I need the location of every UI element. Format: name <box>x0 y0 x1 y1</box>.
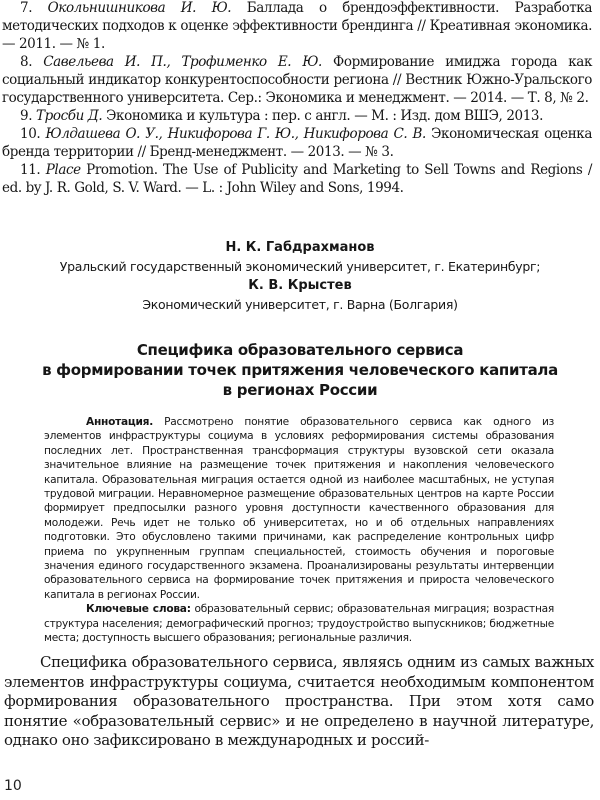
abstract-label: Аннотация. <box>86 416 154 428</box>
reference-author: Окольнишникова И. Ю. <box>47 0 232 16</box>
reference-item <box>0 125 600 161</box>
reference-text: Экономика и культура : пер. с англ. — М. : Изд. дом ВШЭ, 2013. <box>102 108 543 124</box>
body-text <box>4 653 594 751</box>
reference-text: Баллада о брендоэффективности. Разработка методических подходов к оценке эффективности брендинга // Креативная экономика. — 2011. — № 1. <box>2 0 592 52</box>
reference-author: Савельева И. П., Трофименко Е. Ю. <box>43 54 322 70</box>
reference-author: Place <box>45 162 81 178</box>
abstract-text: Рассмотрено понятие образовательного сервиса как одного из элементов инфраструктуры социума в условиях реформирования системы образования последних лет. Пространственная трансформация структуры вузовской сети оказала значительное влияние на размещение точек притяжения и накопления человеческого капитала. Образовательная миграция остается одной из наиболее масштабных, не уступая трудовой миграции. Неравномерное размещение образовательных центров на карте России формирует предпосылки разного уровня доступности качественного образования для молодежи. Речь идет не только об университетах, но и об отдельных направлениях подготовки. Это обусловлено такими причинами, как распределение контрольных цифр приема по укрупненным группам специальностей, стоимость обучения и пороговые значения единого государственного экзамена. Проанализированы результаты интервенции образовательного сервиса на формирование точек притяжения и прироста человеческого капитала в регионах России. <box>44 416 554 601</box>
reference-author: Тросби Д. <box>36 108 103 124</box>
body-paragraph: Специфика образовательного сервиса, являясь одним из самых важных элементов инфраструктуры социума, считается необходимым компонентом формирования образовательного пространства. При этом хотя само понятие «образовательный сервис» и не определено в научной литературе, однако оно зафиксировано в международных и россий- <box>4 653 594 749</box>
keywords-paragraph <box>44 602 554 645</box>
keywords-text: образовательный сервис; образовательная миграция; возрастная структура населения; демографический прогноз; трудоустройство выпускников; бюджетные места; доступность высшего образования; региональные различия. <box>44 603 554 645</box>
reference-text: Экономическая оценка бренда территории // Бренд-менеджмент. — 2013. — № 3. <box>2 126 592 160</box>
author-name: К. В. Крыстев <box>248 278 352 293</box>
reference-text: Формирование имиджа города как социальный индикатор конкурентоспособности региона // Вестник Южно-Уральского государственного университета. Сер.: Экономика и менеджмент. — 2014. — Т. 8, № 2. <box>2 54 592 106</box>
author-name: Н. К. Габдрахманов <box>225 240 375 255</box>
author-affiliation: Экономический университет, г. Варна (Болгария) <box>142 297 458 312</box>
title-line: в регионах России <box>222 381 378 399</box>
reference-item <box>0 107 600 125</box>
reference-author: Юлдашева О. У., Никифорова Г. Ю., Никифорова С. В. <box>45 126 426 142</box>
author-block <box>0 238 600 314</box>
reference-list <box>0 0 600 197</box>
author-affiliation: Уральский государственный экономический университет, г. Екатеринбург; <box>59 259 541 274</box>
title-line: в формировании точек притяжения человеческого капитала <box>42 361 558 379</box>
abstract-paragraph <box>44 415 554 602</box>
reference-item <box>0 0 600 53</box>
page-number: 10 <box>4 778 22 794</box>
reference-number: 10. <box>20 126 41 142</box>
reference-number: 11. <box>20 162 41 178</box>
reference-text: Promotion. The Use of Publicity and Marketing to Sell Towns and Regions / ed. by J. R. Gold, S. V. Ward. — L. : John Wiley and Sons, 1994. <box>2 162 592 196</box>
keywords-label: Ключевые слова: <box>86 603 191 616</box>
reference-number: 8. <box>20 54 33 70</box>
reference-number: 7. <box>20 0 33 16</box>
reference-item <box>0 53 600 107</box>
article-title <box>0 340 600 400</box>
abstract-block <box>44 415 554 646</box>
title-line: Специфика образовательного сервиса <box>136 341 464 359</box>
reference-item <box>0 161 600 197</box>
reference-number: 9. <box>20 108 33 124</box>
